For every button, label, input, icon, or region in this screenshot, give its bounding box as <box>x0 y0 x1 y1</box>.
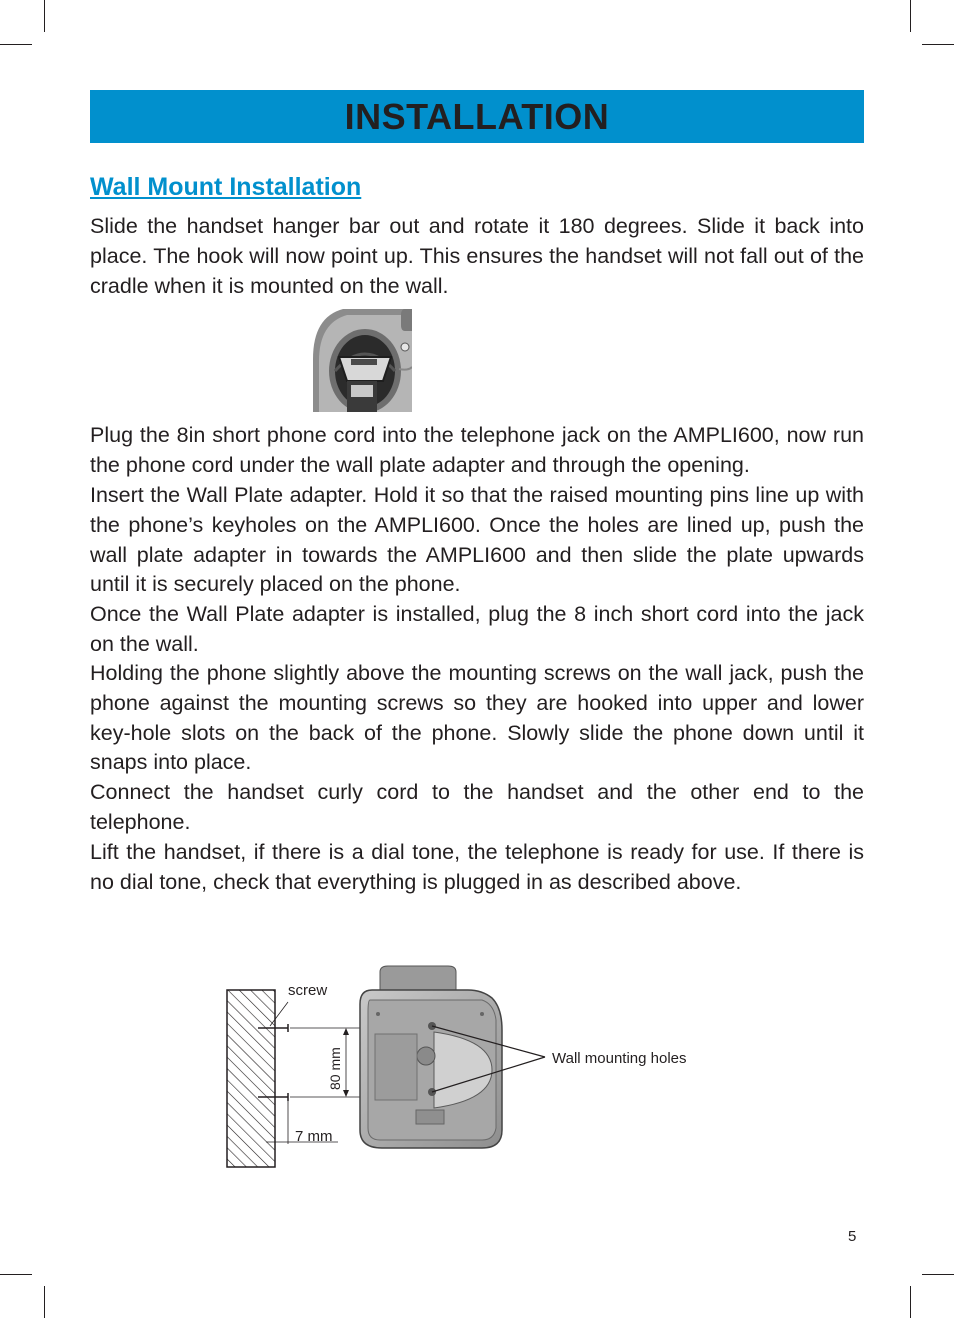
section-title: Wall Mount Installation <box>90 173 362 201</box>
phone-back-illustration <box>360 966 502 1148</box>
page-title: INSTALLATION <box>344 95 610 137</box>
paragraph: Connect the handset curly cord to the handset and the other end to the telephone. <box>90 780 864 834</box>
section-banner <box>90 90 864 143</box>
paragraph: Holding the phone slightly above the mounting screws on the wall jack, push the phone against the mounting screws so they are hooked into upper and lower key-hole slots on the back of the phone. Slowly slide the phone down until it snaps into place. <box>90 661 864 775</box>
crop-mark <box>0 44 32 45</box>
paragraph: Insert the Wall Plate adapter. Hold it so that the raised mounting pins line up with the phone’s keyholes on the AMPLI600. Once the holes are lined up, push the wall plate adapter in towards the AMPLI600 and then slide the plate upwards until it is securely placed on the phone. <box>90 483 864 597</box>
crop-mark <box>922 1274 954 1275</box>
page-number: 5 <box>848 1228 857 1245</box>
crop-mark <box>44 1286 45 1318</box>
crop-mark <box>910 0 911 32</box>
crop-mark <box>0 1274 32 1275</box>
paragraph: Slide the handset hanger bar out and rotate it 180 degrees. Slide it back into place. The hook will now point up. This ensures the handset will not fall out of the cradle when it is mounted on the wall. <box>90 214 864 298</box>
wall-holes-label: Wall mounting holes <box>552 1050 687 1067</box>
screw-label: screw <box>288 982 328 999</box>
crop-mark <box>44 0 45 32</box>
wall-mount-diagram <box>220 960 740 1175</box>
wall-section <box>227 990 275 1167</box>
handset-hanger-illustration <box>313 309 412 412</box>
paragraph: Lift the handset, if there is a dial tone, the telephone is ready for use. If there is no dial tone, check that everything is plugged in as described above. <box>90 840 864 894</box>
paragraph: Once the Wall Plate adapter is installed, plug the 8 inch short cord into the jack on the wall. <box>90 602 864 656</box>
depth-label: 7 mm <box>295 1128 333 1145</box>
crop-mark <box>922 44 954 45</box>
paragraph: Plug the 8in short phone cord into the telephone jack on the AMPLI600, now run the phone cord under the wall plate adapter and through the opening. <box>90 423 864 477</box>
crop-mark <box>910 1286 911 1318</box>
spacing-label: 80 mm <box>327 1047 343 1090</box>
